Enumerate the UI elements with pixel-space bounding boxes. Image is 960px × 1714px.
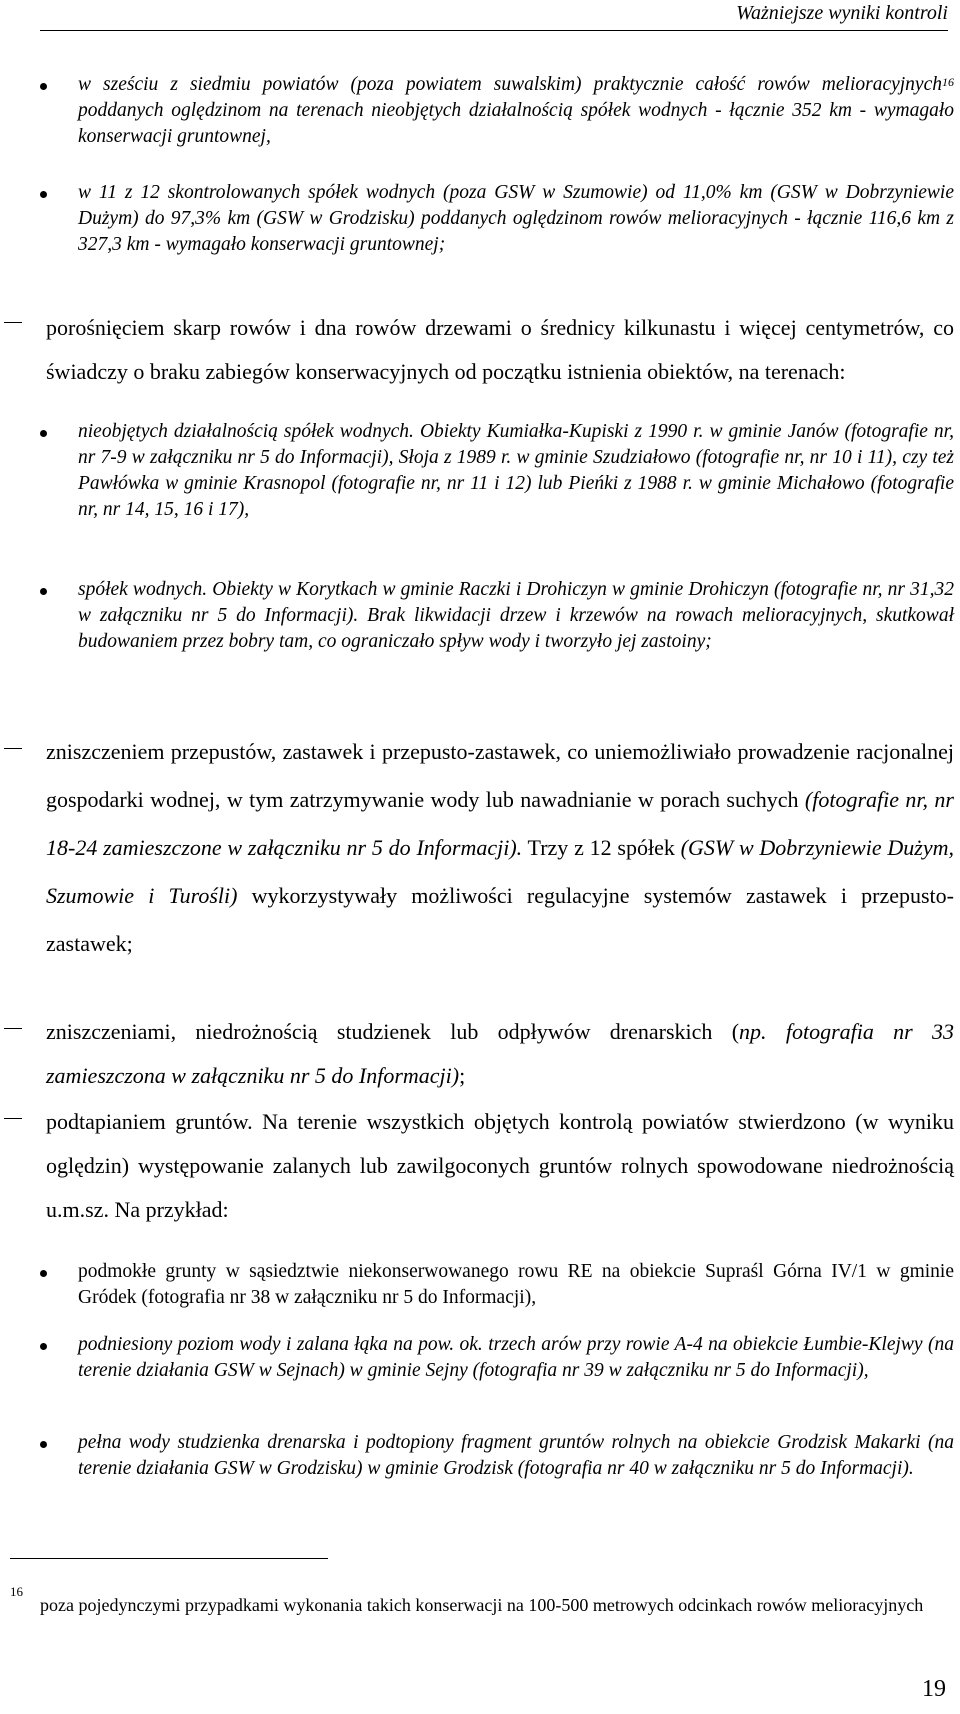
dash-text: zniszczeniami, niedrożnością studzienek lub odpływów drenarskich (np. fotografia nr 33 zamieszczona w załączniku nr 5 do Informacji);	[46, 1019, 954, 1088]
dash-mark	[4, 1028, 22, 1029]
dash-text: podtapianiem gruntów. Na terenie wszystkich objętych kontrolą powiatów stwierdzono (w wyniku oględzin) występowanie zalanych lub zawilgoconych gruntów rolnych spowodowane niedrożnością u.m.sz. Na przykład:	[46, 1109, 954, 1222]
bullet-dot	[40, 83, 47, 90]
dash-mark	[4, 322, 22, 323]
bullet-item	[78, 180, 954, 258]
bullet-text: podniesiony poziom wody i zalana łąka na pow. ok. trzech arów przy rowie A-4 na obiekcie Łumbie-Klejwy (na terenie działania GSW w Sejnach) w gminie Sejny (fotografia nr 39 w załączniku nr 5 do Informacji),	[78, 1334, 954, 1381]
bullet-item	[78, 72, 954, 150]
bullet-text: w sześciu z siedmiu powiatów (poza powiatem suwalskim) praktycznie całość rowów melioracyjnych$^{16}$ poddanych oględzinom na terenach nieobjętych działalnością spółek wodnych - łącznie 352 km - wymagało konserwacji gruntownej,	[78, 74, 954, 147]
footnote-number: 16	[10, 1584, 23, 1599]
bullet-dot	[40, 191, 47, 198]
dash-text: zniszczeniem przepustów, zastawek i przepusto-zastawek, co uniemożliwiało prowadzenie racjonalnej gospodarki wodnej, w tym zatrzymywanie wody lub nawadnianie w porach suchych (fotografie nr, nr 18-24 zamieszczone w załączniku nr 5 do Informacji). Trzy z 12 spółek (GSW w Dobrzyniewie Dużym, Szumowie i Turośli) wykorzystywały możliwości regulacyjne systemów zastawek i przepusto-zastawek;	[46, 739, 954, 956]
bullet-item	[78, 1259, 954, 1311]
bullet-item	[78, 1430, 954, 1482]
dash-item	[46, 728, 954, 968]
bullet-text: spółek wodnych. Obiekty w Korytkach w gminie Raczki i Drohiczyn w gminie Drohiczyn (fotografie nr, nr 31,32 w załączniku nr 5 do Informacji). Brak likwidacji drzew i krzewów na rowach melioracyjnych, skutkował budowaniem przez bobry tam, co ograniczało spływ wody i tworzyło jej zastoiny;	[78, 579, 954, 652]
running-header	[40, 0, 948, 31]
bullet-item	[78, 1332, 954, 1384]
bullet-text: nieobjętych działalnością spółek wodnych. Obiekty Kumiałka-Kupiski z 1990 r. w gminie Janów (fotografie nr, nr 7-9 w załączniku nr 5 do Informacji), Słoja z 1989 r. w gminie Szudziałowo (fotografie nr, nr 10 i 11), czy też Pawłówka w gminie Krasnopol (fotografie nr, nr 11 i 12) lub Pieńki z 1988 r. w gminie Michałowo (fotografie nr, nr 14, 15, 16 i 17),	[78, 421, 954, 520]
bullet-dot	[40, 1270, 47, 1277]
dash-item	[46, 1010, 954, 1098]
dash-item	[46, 306, 954, 394]
bullet-dot	[40, 588, 47, 595]
bullet-text: w 11 z 12 skontrolowanych spółek wodnych (poza GSW w Szumowie) od 11,0% km (GSW w Dobrzyniewie Dużym) do 97,3% km (GSW w Grodzisku) poddanych oględzinom rowów melioracyjnych - łącznie 116,6 km z 327,3 km - wymagało konserwacji gruntownej;	[78, 182, 954, 255]
header-title: Ważniejsze wyniki kontroli	[736, 2, 948, 24]
footnote-separator	[10, 1558, 328, 1559]
bullet-text: pełna wody studzienka drenarska i podtopiony fragment gruntów rolnych na obiekcie Grodzisk Makarki (na terenie działania GSW w Grodzisku) w gminie Grodzisk (fotografia nr 40 w załączniku nr 5 do Informacji).	[78, 1432, 954, 1479]
bullet-text: podmokłe grunty w sąsiedztwie niekonserwowanego rowu RE na obiekcie Supraśl Górna IV/1 w gminie Gródek (fotografia nr 38 w załączniku nr 5 do Informacji),	[78, 1261, 954, 1308]
page-number: 19	[922, 1676, 946, 1702]
dash-mark	[4, 1118, 22, 1119]
bullet-item	[78, 577, 954, 655]
bullet-item	[78, 419, 954, 523]
dash-item	[46, 1100, 954, 1232]
bullet-dot	[40, 1441, 47, 1448]
bullet-dot	[40, 1343, 47, 1350]
dash-mark	[4, 748, 22, 749]
footnote-ref: 16	[942, 75, 954, 89]
footnote-text: poza pojedynczymi przypadkami wykonania takich konserwacji na 100-500 metrowych odcinkach rowów melioracyjnych	[40, 1595, 924, 1615]
bullet-dot	[40, 430, 47, 437]
dash-text: porośnięciem skarp rowów i dna rowów drzewami o średnicy kilkunastu i więcej centymetrów, co świadczy o braku zabiegów konserwacyjnych od początku istnienia obiektów, na terenach:	[46, 315, 954, 384]
